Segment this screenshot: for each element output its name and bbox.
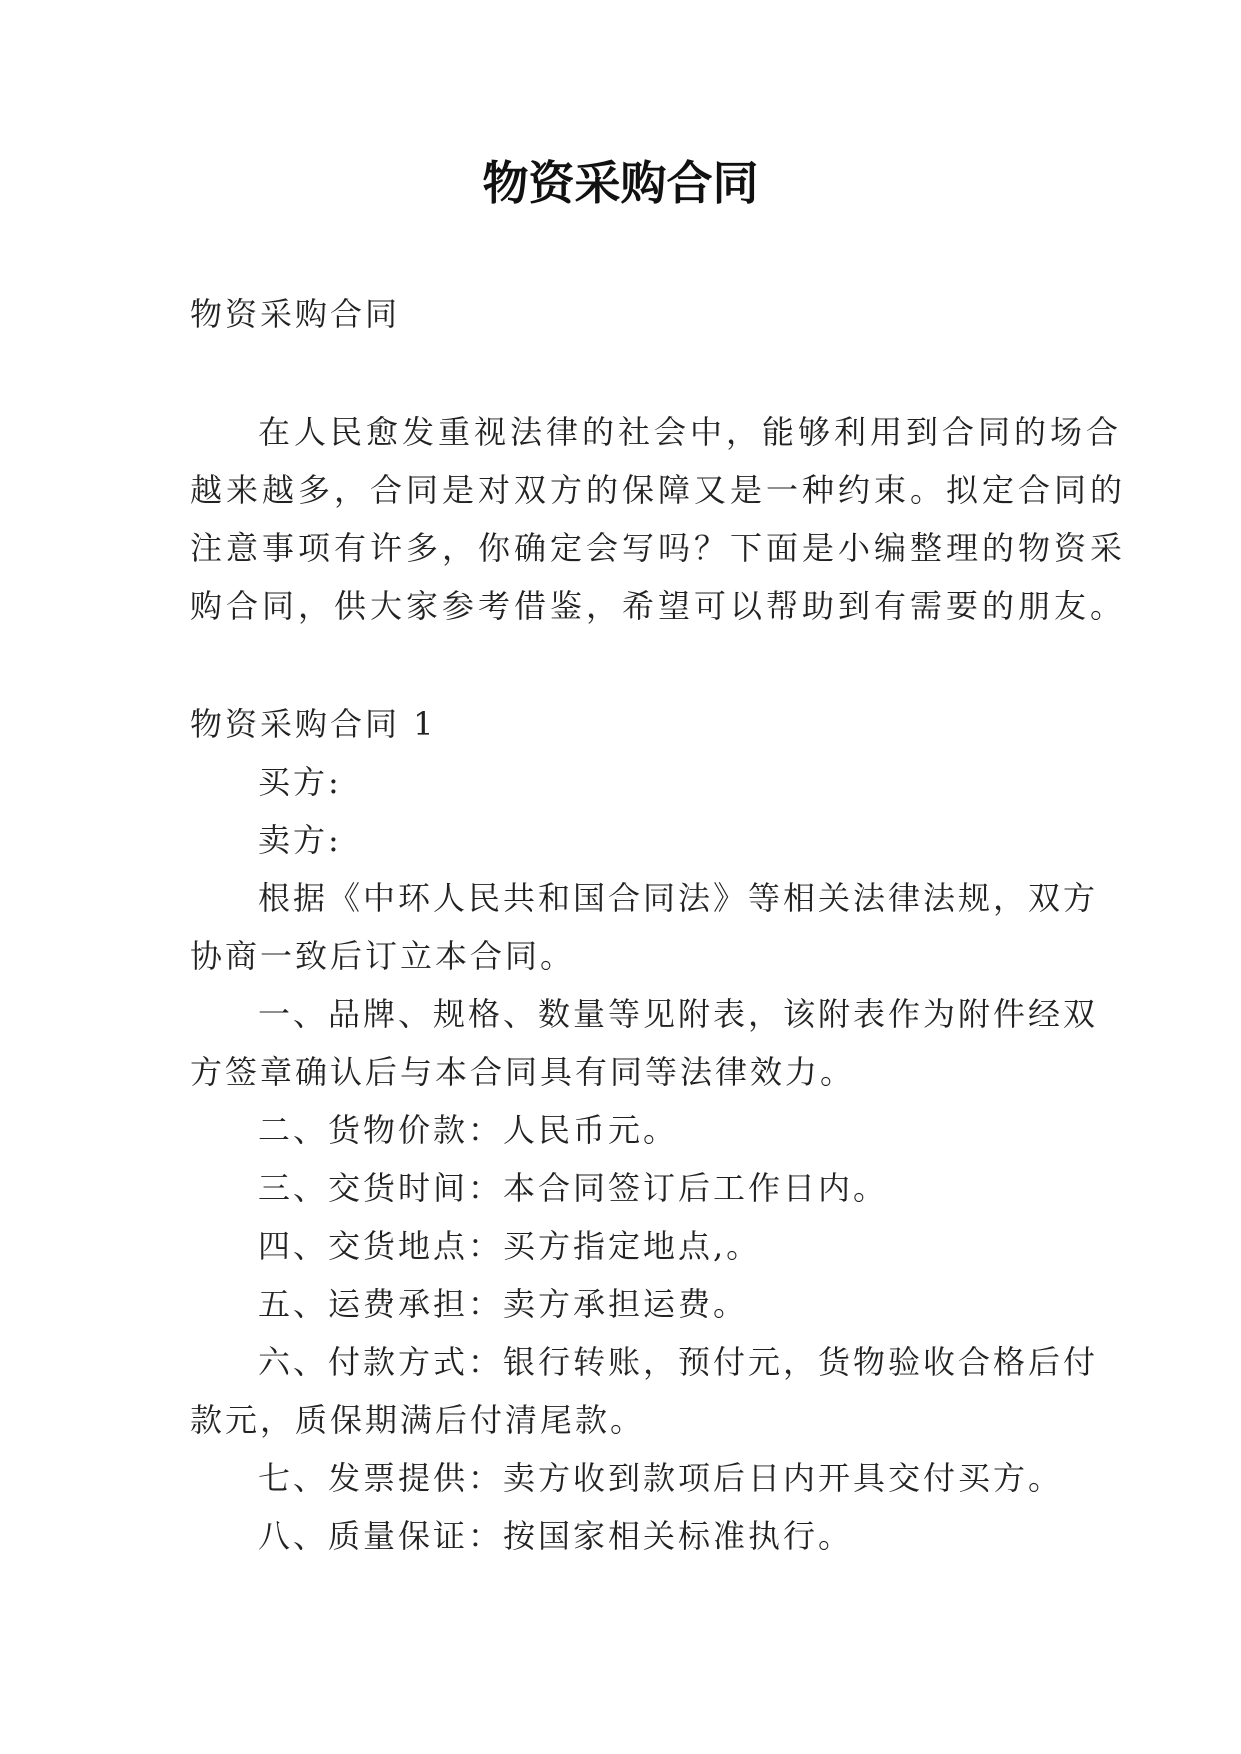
clause-2 [190,1101,1060,1159]
contract-heading: 物资采购合同 1 [190,705,437,743]
clause-line: 二、货物价款：人民币元。 [258,1111,679,1149]
basis-paragraph [190,869,1099,985]
clause-4 [190,1217,1060,1275]
clause-1 [190,985,1099,1101]
intro-line: 购合同，供大家参考借鉴，希望可以帮助到有需要的朋友。 [190,587,1127,625]
document-body [190,285,1127,1565]
contract-section [190,695,1099,1565]
clause-line: 八、质量保证：按国家相关标准执行。 [258,1517,854,1555]
clause-3 [190,1159,1060,1217]
clause-7 [190,1449,1064,1507]
basis-line: 根据《中环人民共和国合同法》等相关法律法规，双方 [258,879,1099,917]
seller-line: 卖方: [258,821,342,859]
buyer-line: 买方: [258,763,342,801]
subtitle: 物资采购合同 [190,295,401,333]
clause-5 [190,1275,1060,1333]
clause-line: 方签章确认后与本合同具有同等法律效力。 [190,1053,856,1091]
basis-line: 协商一致后订立本合同。 [190,937,576,975]
intro-line: 在人民愈发重视法律的社会中，能够利用到合同的场合 [258,413,1123,451]
clause-line: 七、发票提供：卖方收到款项后日内开具交付买方。 [258,1459,1064,1497]
clause-line: 款元，质保期满后付清尾款。 [190,1401,646,1439]
intro-line: 越来越多，合同是对双方的保障又是一种约束。拟定合同的 [190,471,1127,509]
clause-line: 四、交货地点：买方指定地点,。 [258,1227,762,1265]
clause-line: 一、品牌、规格、数量等见附表，该附表作为附件经双 [258,995,1099,1033]
clause-6 [190,1333,1099,1449]
intro-paragraph [190,403,1127,635]
intro-line: 注意事项有许多，你确定会写吗？下面是小编整理的物资采 [190,529,1127,567]
clause-8 [190,1507,1060,1565]
clause-line: 五、运费承担：卖方承担运费。 [258,1285,749,1323]
clause-line: 六、付款方式：银行转账，预付元，货物验收合格后付 [258,1343,1099,1381]
clause-line: 三、交货时间：本合同签订后工作日内。 [258,1169,889,1207]
document-title: 物资采购合同 [482,156,759,210]
